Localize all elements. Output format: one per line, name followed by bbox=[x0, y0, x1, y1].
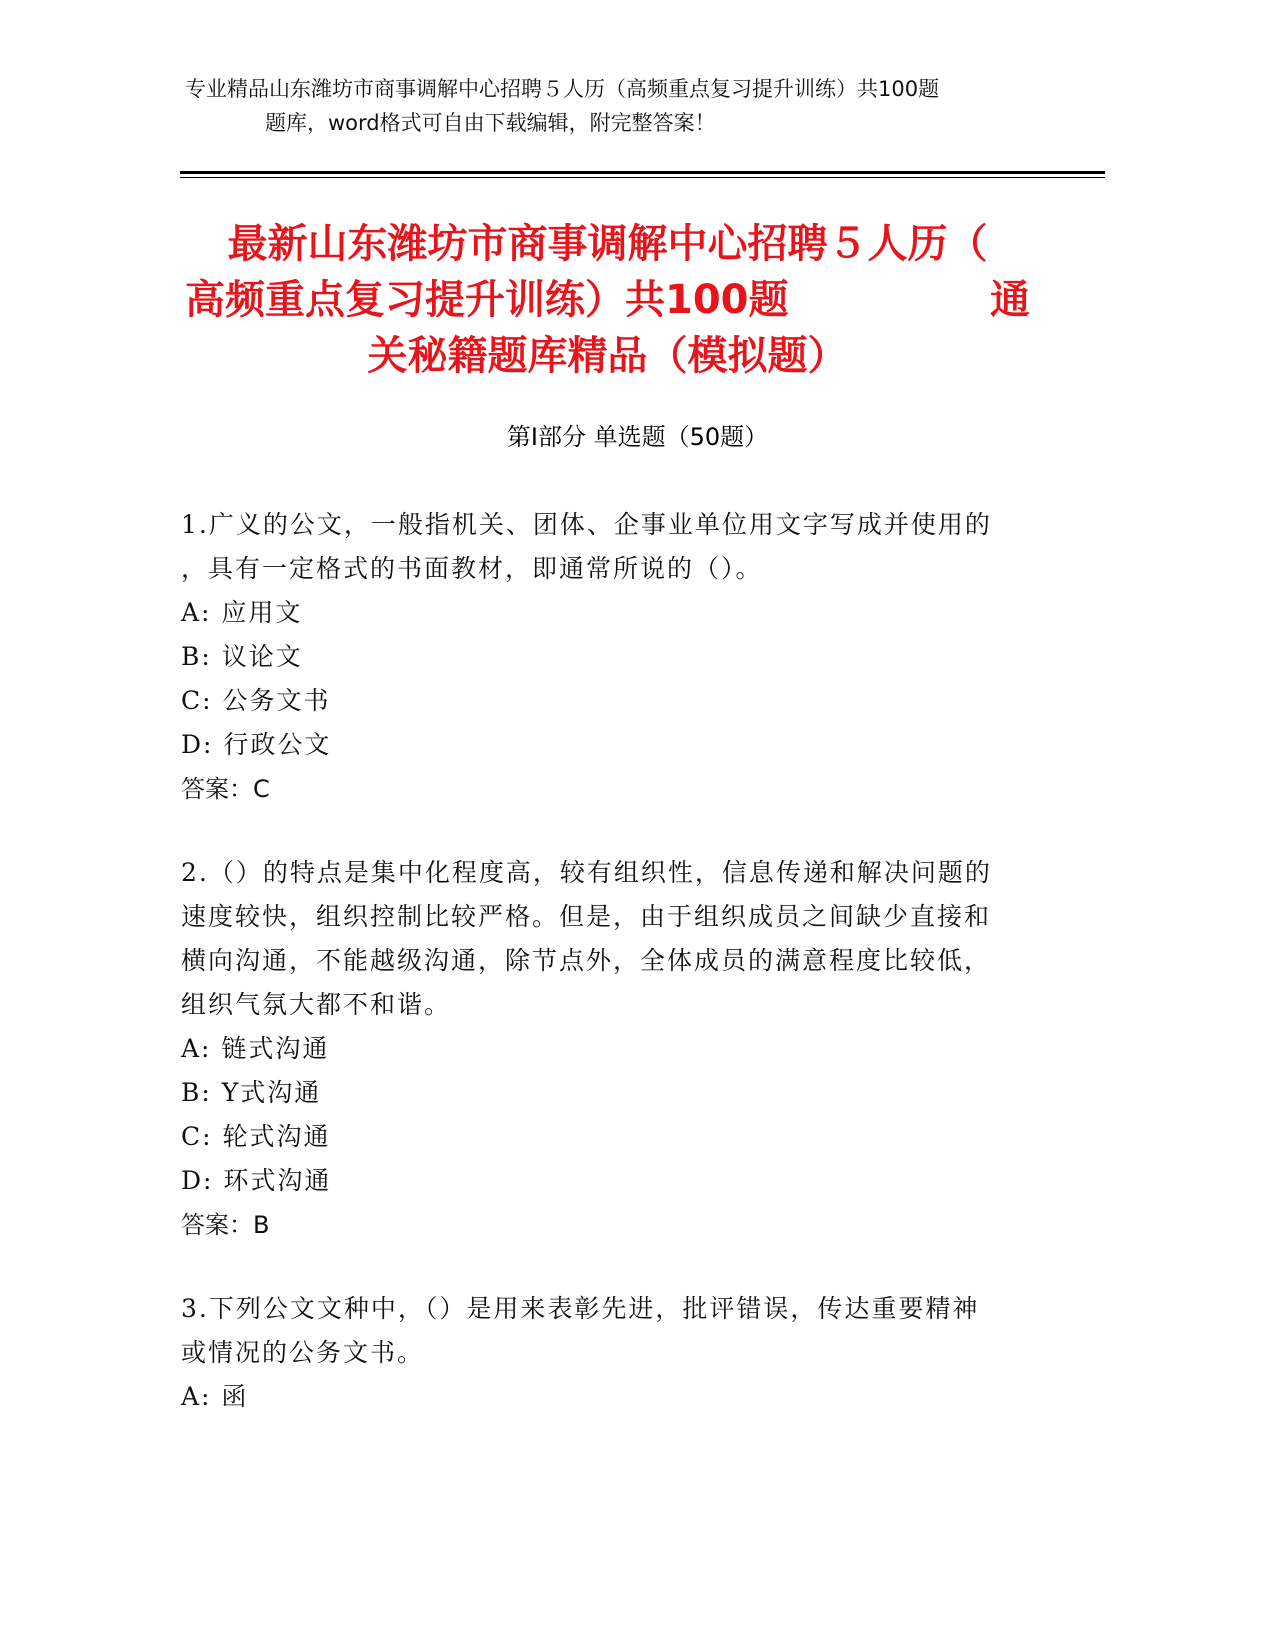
question-2-line1: 2.（）的特点是集中化程度高，较有组织性，信息传递和解决问题的 bbox=[181, 858, 992, 887]
header-note-line1: 专业精品山东潍坊市商事调解中心招聘５人历（高频重点复习提升训练）共100题 bbox=[185, 77, 940, 101]
question-2-option-b: B: Y式沟通 bbox=[181, 1078, 322, 1107]
question-1-option-d: D: 行政公文 bbox=[181, 730, 332, 759]
section-heading: 第Ⅰ部分 单选题（50题） bbox=[506, 423, 769, 451]
question-2-answer: 答案：B bbox=[181, 1211, 270, 1239]
question-3-line1: 3.下列公文文种中，（）是用来表彰先进，批评错误，传达重要精神 bbox=[181, 1294, 980, 1323]
question-1-option-a: A: 应用文 bbox=[181, 598, 303, 627]
question-2-option-c: C: 轮式沟通 bbox=[181, 1122, 331, 1151]
question-2-line4: 组织气氛大都不和谐。 bbox=[181, 990, 452, 1019]
title-line2 bbox=[185, 272, 1030, 328]
question-2-line3: 横向沟通，不能越级沟通，除节点外，全体成员的满意程度比较低， bbox=[181, 946, 992, 975]
question-1 bbox=[181, 503, 1021, 811]
title-line2-left: 高频重点复习提升训练）共100题 bbox=[185, 277, 789, 323]
title-line1: 最新山东潍坊市商事调解中心招聘５人历（ bbox=[227, 221, 988, 267]
question-1-line1: 1.广义的公文，一般指机关、团体、企事业单位用文字写成并使用的 bbox=[181, 510, 992, 539]
header-rule-thick bbox=[180, 171, 1105, 174]
question-1-line2: ，具有一定格式的书面教材，即通常所说的（）。 bbox=[181, 554, 763, 583]
question-2-line2: 速度较快，组织控制比较严格。但是，由于组织成员之间缺少直接和 bbox=[181, 902, 992, 931]
title-line2-right: 通 bbox=[990, 277, 1030, 323]
question-3-option-a: A: 函 bbox=[181, 1382, 249, 1411]
question-1-answer: 答案：C bbox=[181, 775, 270, 803]
question-3-line2: 或情况的公务文书。 bbox=[181, 1338, 425, 1367]
document-title bbox=[185, 216, 1030, 384]
header-note bbox=[185, 72, 1085, 140]
question-2 bbox=[181, 851, 1021, 1247]
question-1-option-c: C: 公务文书 bbox=[181, 686, 331, 715]
title-line3: 关秘籍题库精品（模拟题） bbox=[367, 333, 848, 379]
header-note-line2: 题库，word格式可自由下载编辑，附完整答案！ bbox=[265, 111, 716, 135]
question-2-option-d: D: 环式沟通 bbox=[181, 1166, 332, 1195]
question-2-option-a: A: 链式沟通 bbox=[181, 1034, 330, 1063]
question-3 bbox=[181, 1287, 1021, 1419]
header-rule-thin bbox=[180, 177, 1105, 178]
question-1-option-b: B: 议论文 bbox=[181, 642, 303, 671]
